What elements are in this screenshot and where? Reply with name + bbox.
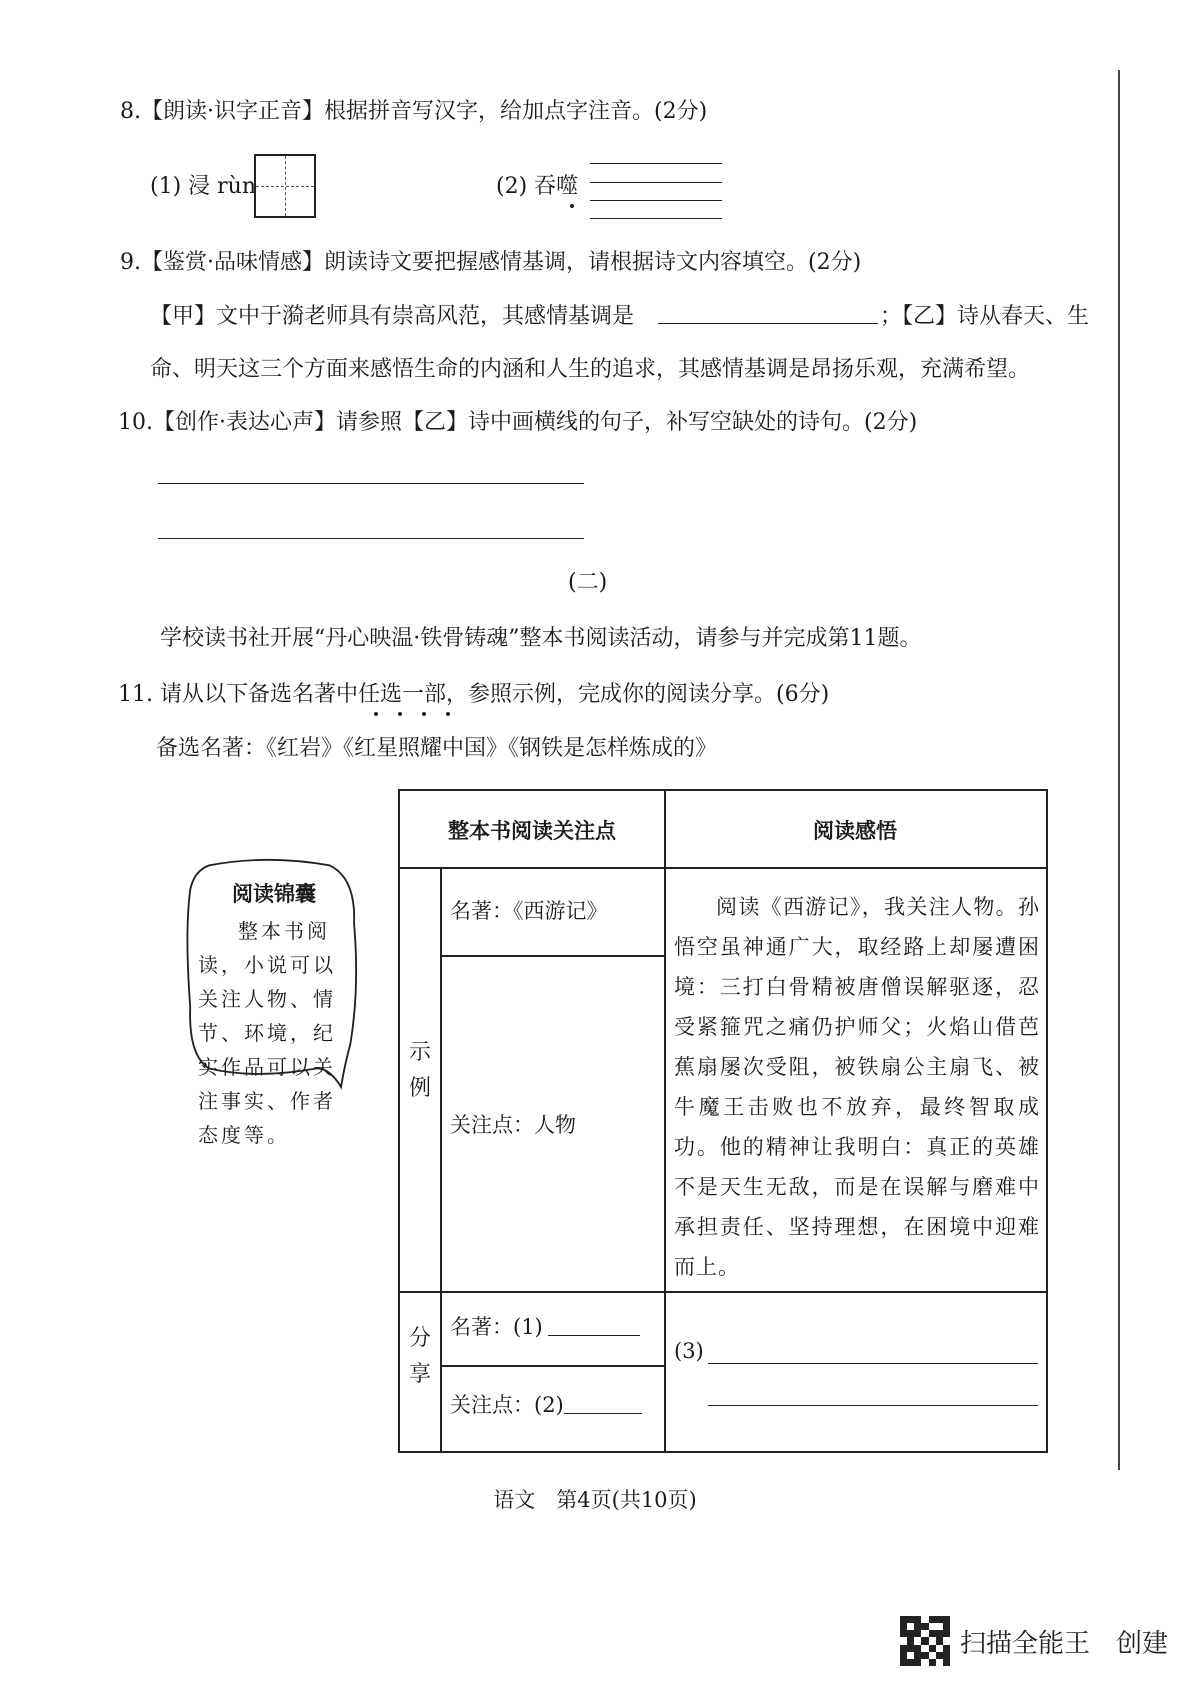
share-book-label: 名著：(1) [450,1315,543,1339]
emphasis-dot [422,712,426,716]
page-edge-rule [1118,70,1120,1470]
example-label: 示例 [408,1040,431,1101]
pinyin-answer-line-4[interactable] [590,218,722,219]
q9-answer-blank[interactable] [658,323,878,324]
q10-stem: 10.【创作·表达心声】请参照【乙】诗中画横线的句子，补写空缺处的诗句。(2分) [118,410,918,435]
share-insight-label: (3) [674,1339,704,1363]
share-insight-line-2[interactable] [708,1405,1038,1406]
header-insight: 阅读感悟 [813,819,897,843]
watermark-text: 扫描全能王 创建 [960,1628,1169,1659]
scanner-watermark [900,1618,1168,1664]
q9-line2: 命、明天这三个方面来感悟生命的内涵和人生的追求，其感情基调是昂扬乐观，充满希望。 [150,357,1031,382]
reading-share-table [398,789,1048,1453]
section-intro: 学校读书社开展“丹心映温·铁骨铸魂”整本书阅读活动，请参与并完成第11题。 [160,626,922,651]
emphasis-dot [446,712,450,716]
character-writing-box[interactable] [254,154,316,218]
share-focus-label: 关注点：(2) [450,1393,564,1417]
q9-line1-start: 【甲】文中于漪老师具有崇高风范，其感情基调是 [150,304,635,329]
emphasis-dot [374,712,378,716]
q10-answer-line-2[interactable] [158,538,584,539]
section-heading: (二) [568,570,608,595]
emphasis-dot [398,712,402,716]
example-essay: 阅读《西游记》，我关注人物。孙悟空虽神通广大，取经路上却屡遭困境：三打白骨精被唐僧误解驱逐，忍受紧箍咒之痛仍护师父；火焰山借芭蕉扇屡次受阻，被铁扇公主扇飞、被牛魔王击败也不放弃，最终智取成功。他的精神让我明白：真正的英雄不是天生无敌，而是在误解与磨难中承担责任、坚持理想，在困境中迎难而上。 [674,895,1040,1279]
example-book: 名著：《西游记》 [450,899,608,923]
example-focus: 关注点：人物 [450,1113,576,1137]
q9-stem: 9.【鉴赏·品味情感】朗读诗文要把握感情基调，请根据诗文内容填空。(2分) [120,250,862,275]
header-focus: 整本书阅读关注点 [448,819,616,843]
share-book-blank[interactable] [548,1335,640,1336]
q8-stem: 8.【朗读·识字正音】根据拼音写汉字，给加点字注音。(2分) [120,99,708,124]
bubble-body: 整本书阅读，小说可以关注人物、情节、环境，纪实作品可以关注事实、作者态度等。 [198,919,336,1147]
q9-line1-end: ；【乙】诗从春天、生 [880,304,1090,329]
q10-answer-line-1[interactable] [158,483,584,484]
q8-part1: (1) 浸 rùn [150,174,257,199]
bubble-title: 阅读锦囊 [232,881,316,906]
q11-stem: 11. 请从以下备选名著中任选一部，参照示例，完成你的阅读分享。(6分) [118,682,830,707]
share-label: 分享 [408,1326,431,1387]
pinyin-answer-line-2[interactable] [590,182,722,183]
qr-code-icon [900,1616,950,1666]
page-footer: 语文 第4页(共10页) [493,1488,697,1512]
q8-part2: (2) 吞噬 [496,174,579,199]
pinyin-answer-line-3[interactable] [590,200,722,201]
pinyin-answer-line-1[interactable] [590,163,722,164]
share-insight-line-1[interactable] [708,1363,1038,1364]
share-focus-blank[interactable] [564,1413,642,1414]
q11-options: 备选名著：《红岩》《红星照耀中国》《钢铁是怎样炼成的》 [156,736,718,761]
emphasis-dot [570,204,574,208]
